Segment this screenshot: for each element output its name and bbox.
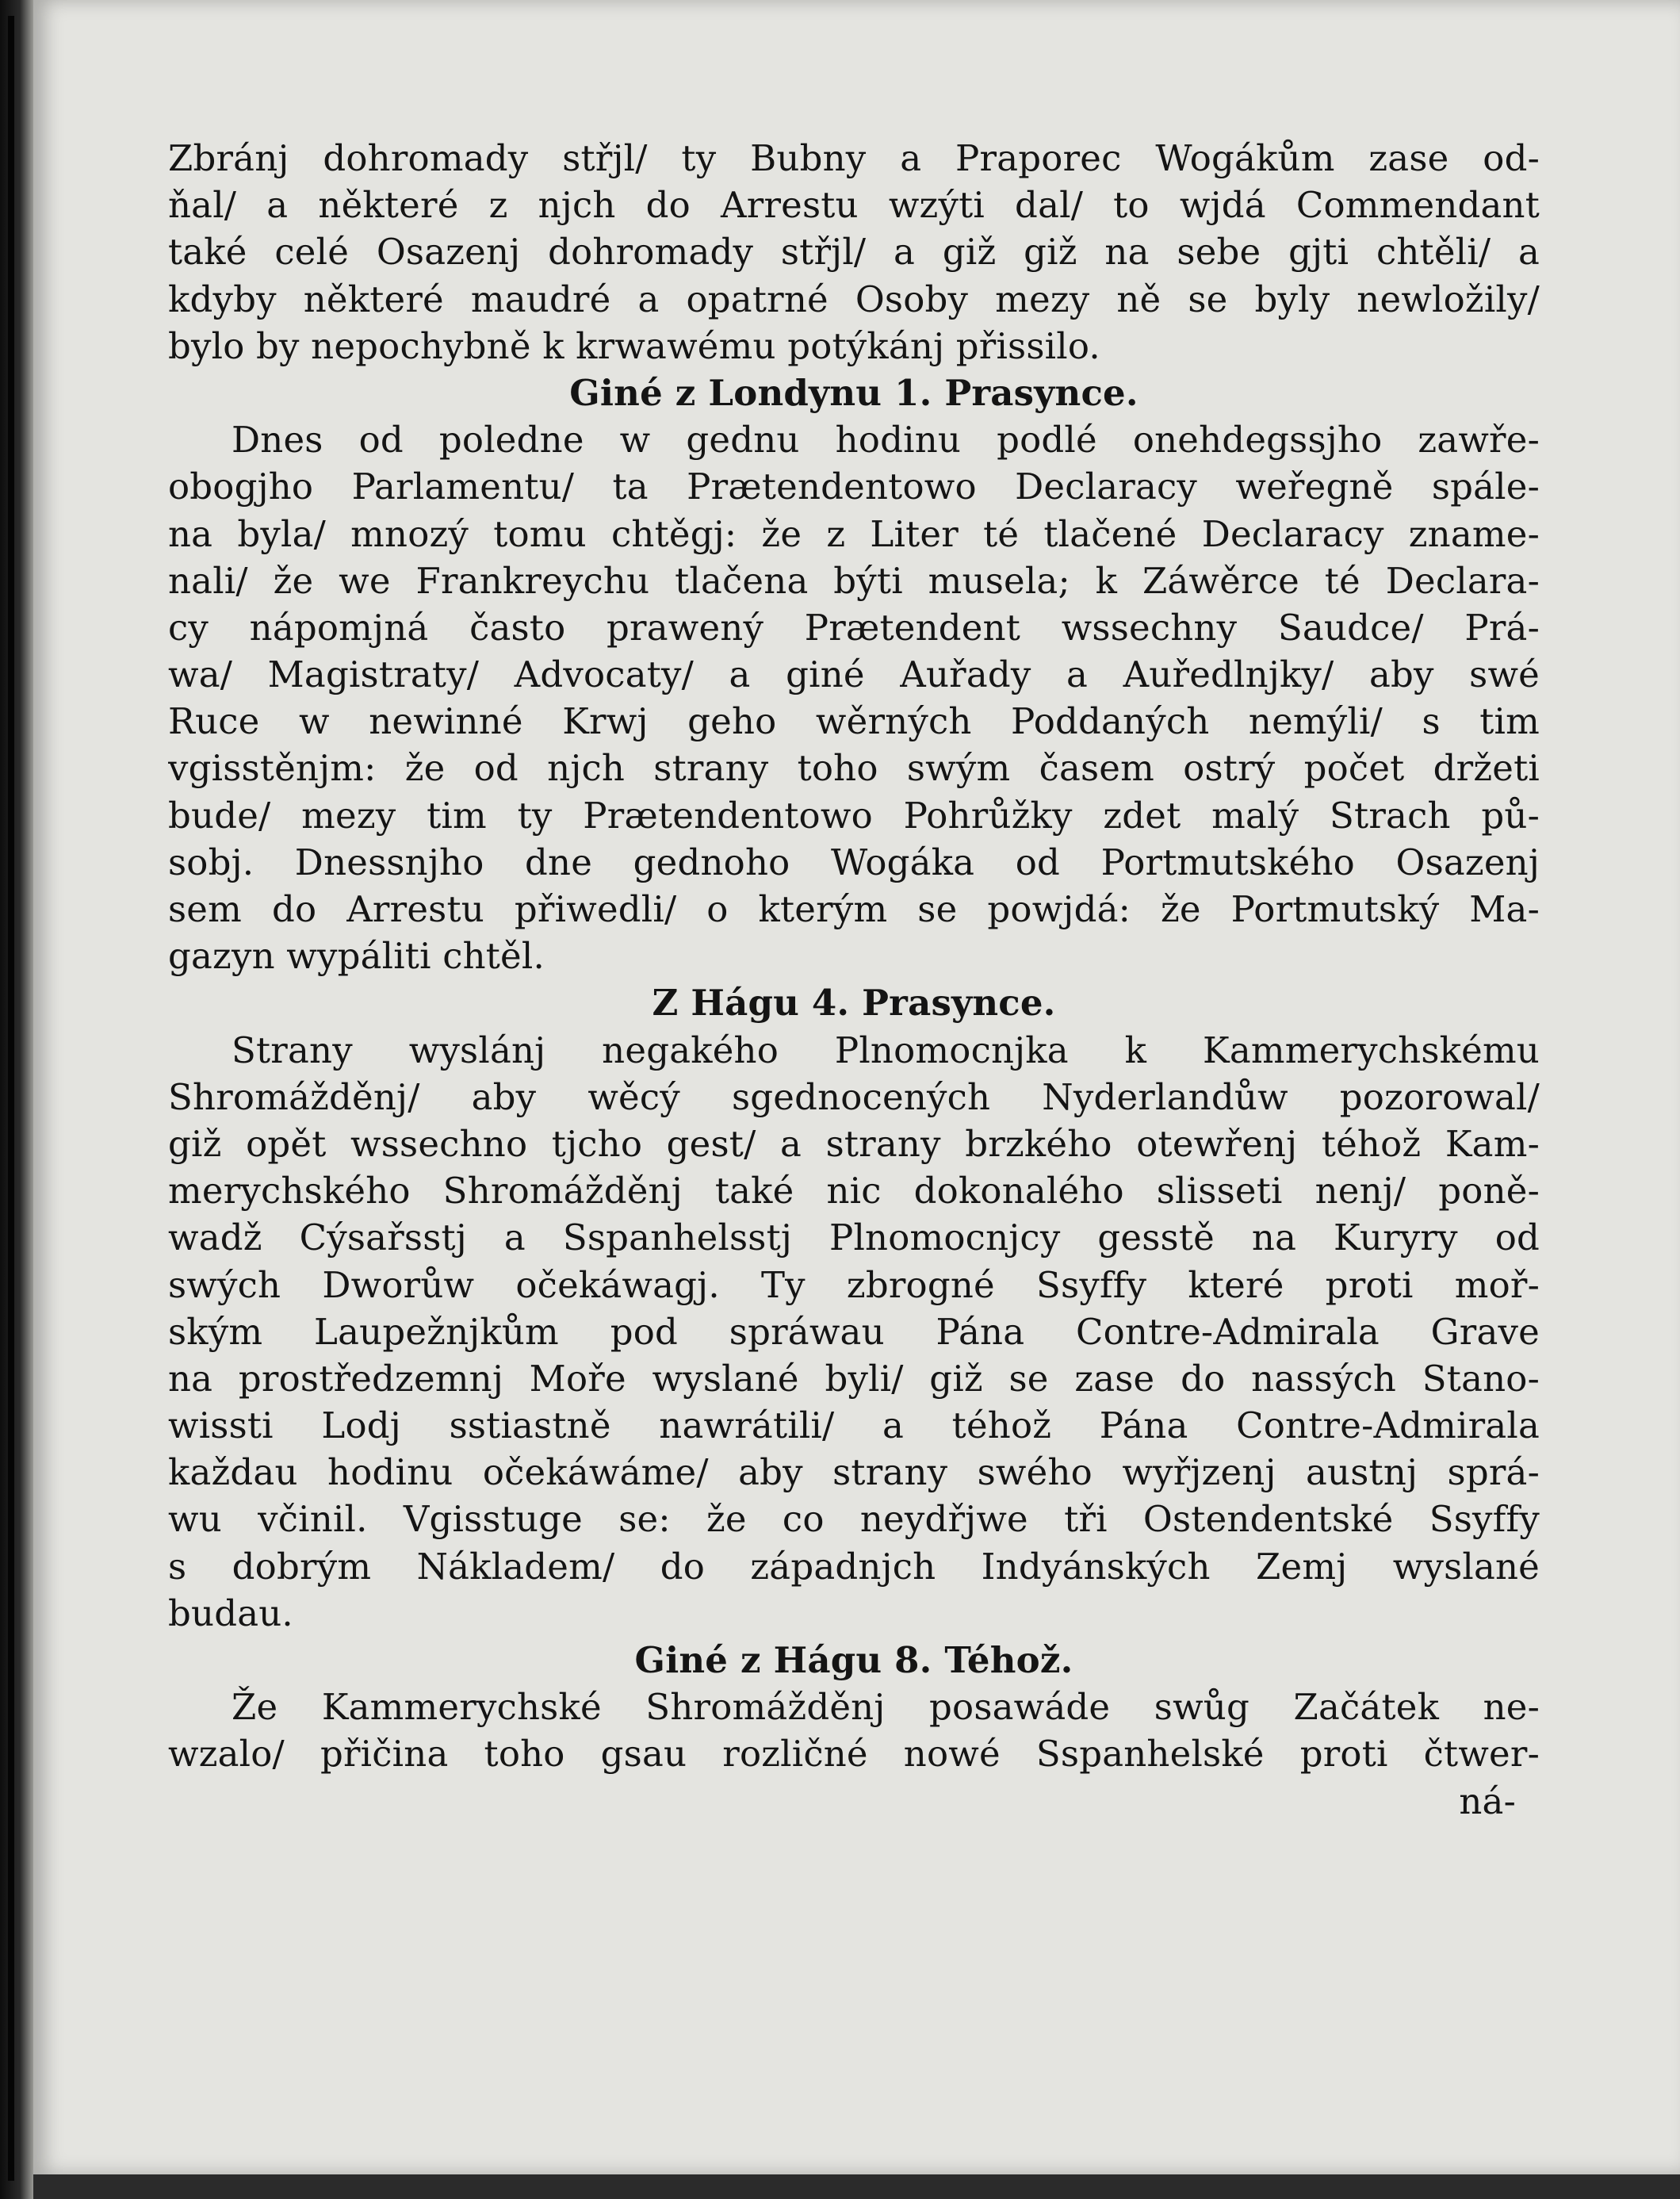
- text-line: Že Kammerychské Shromážděnj posawáde swůg Začátek ne-: [232, 1686, 1540, 1729]
- page-text: [168, 135, 1540, 1825]
- text-line: giž opět wssechno tjcho gest/ a strany brzkého otewřenj téhož Kam-: [168, 1122, 1540, 1165]
- page-bottom-edge: [33, 2174, 1680, 2199]
- text-line: merychského Shromážděnj také nic dokonalého slisseti nenj/ poně-: [168, 1170, 1540, 1213]
- text-line: wu včinil. Vgisstuge se: že co neydřjwe tři Ostendentské Ssyffy: [168, 1498, 1540, 1541]
- paragraph-3: [168, 1027, 1540, 1637]
- text-line: sobj. Dnessnjho dne gednoho Wogáka od Portmutského Osazenj: [168, 841, 1540, 883]
- text-line: také celé Osazenj dohromady střjl/ a giž giž na sebe gjti chtěli/ a: [168, 231, 1540, 274]
- text-line: Zbránj dohromady střjl/ ty Bubny a Praporec Wogákům zase od-: [168, 137, 1540, 179]
- text-line: wzalo/ přičina toho gsau rozličné nowé Sspanhelské proti čtwer-: [168, 1733, 1540, 1776]
- text-line: kdyby některé maudré a opatrné Osoby mezy ně se byly newložily/: [168, 278, 1540, 320]
- text-line: ňal/ a některé z njch do Arrestu wzýti dal/ to wjdá Commendant: [168, 184, 1540, 227]
- text-line: budau.: [168, 1592, 293, 1634]
- text-line: s dobrým Nákladem/ do západnjch Indyánských Zemj wyslané: [168, 1545, 1540, 1588]
- text-line: bude/ mezy tim ty Prætendentowo Pohrůžky zdet malý Strach pů-: [168, 794, 1540, 837]
- text-line: Dnes od poledne w gednu hodinu podlé onehdegssjho zawře-: [232, 419, 1540, 462]
- text-line: každau hodinu očekáwáme/ aby strany swého wyřjzenj austnj sprá-: [168, 1451, 1540, 1494]
- section-heading: Giné z Londynu 1. Prasynce.: [569, 371, 1138, 414]
- text-line: na byla/ mnozý tomu chtěgj: že z Liter té tlačené Declaracy zname-: [168, 512, 1540, 555]
- text-line: wissti Lodj sstiastně nawrátili/ a téhož Pána Contre-Admirala: [168, 1404, 1540, 1447]
- text-line: wa/ Magistraty/ Advocaty/ a giné Auřady a Auředlnjky/ aby swé: [168, 653, 1540, 696]
- text-line: na prostředzemnj Moře wyslané byli/ giž se zase do nassých Stano-: [168, 1357, 1540, 1400]
- text-line: gazyn wypáliti chtěl.: [168, 935, 545, 978]
- section-heading: Giné z Hágu 8. Téhož.: [634, 1639, 1073, 1681]
- text-line: ským Laupežnjkům pod spráwau Pána Contre-Admirala Grave: [168, 1310, 1540, 1353]
- text-line: wadž Cýsařsstj a Sspanhelsstj Plnomocnjcy gesstě na Kuryry od: [168, 1216, 1540, 1259]
- paragraph-2: [168, 416, 1540, 979]
- text-line: obogjho Parlamentu/ ta Prætendentowo Declaracy weřegně spále-: [168, 465, 1540, 508]
- text-line: Ruce w newinné Krwj geho wěrných Poddaných nemýli/ s tim: [168, 700, 1540, 743]
- paragraph-4: [168, 1684, 1540, 1777]
- binding-edge: [8, 16, 14, 2181]
- text-line: bylo by nepochybně k krwawému potýkánj přissilo.: [168, 324, 1100, 367]
- book-spine: [0, 0, 33, 2199]
- text-line: swých Dworůw očekáwagj. Ty zbrogné Ssyffy které proti moř-: [168, 1263, 1540, 1306]
- text-line: nali/ že we Frankreychu tlačena býti musela; k Záwěrce té Declara-: [168, 559, 1540, 602]
- book-page: [33, 0, 1680, 2174]
- catchword: ná-: [1459, 1780, 1516, 1822]
- text-line: Shromážděnj/ aby wěcý sgednocených Nyderlandůw pozorowal/: [168, 1075, 1540, 1118]
- text-line: sem do Arrestu přiwedli/ o kterým se powjdá: že Portmutský Ma-: [168, 888, 1540, 930]
- text-line: vgisstěnjm: že od njch strany toho swým časem ostrý počet držeti: [168, 747, 1540, 790]
- section-heading: Z Hágu 4. Prasynce.: [652, 982, 1056, 1025]
- text-line: Strany wyslánj negakého Plnomocnjka k Kammerychskému: [232, 1029, 1540, 1071]
- text-line: cy nápomjná často prawený Prætendent wssechny Saudce/ Prá-: [168, 606, 1540, 649]
- paragraph-1: [168, 135, 1540, 370]
